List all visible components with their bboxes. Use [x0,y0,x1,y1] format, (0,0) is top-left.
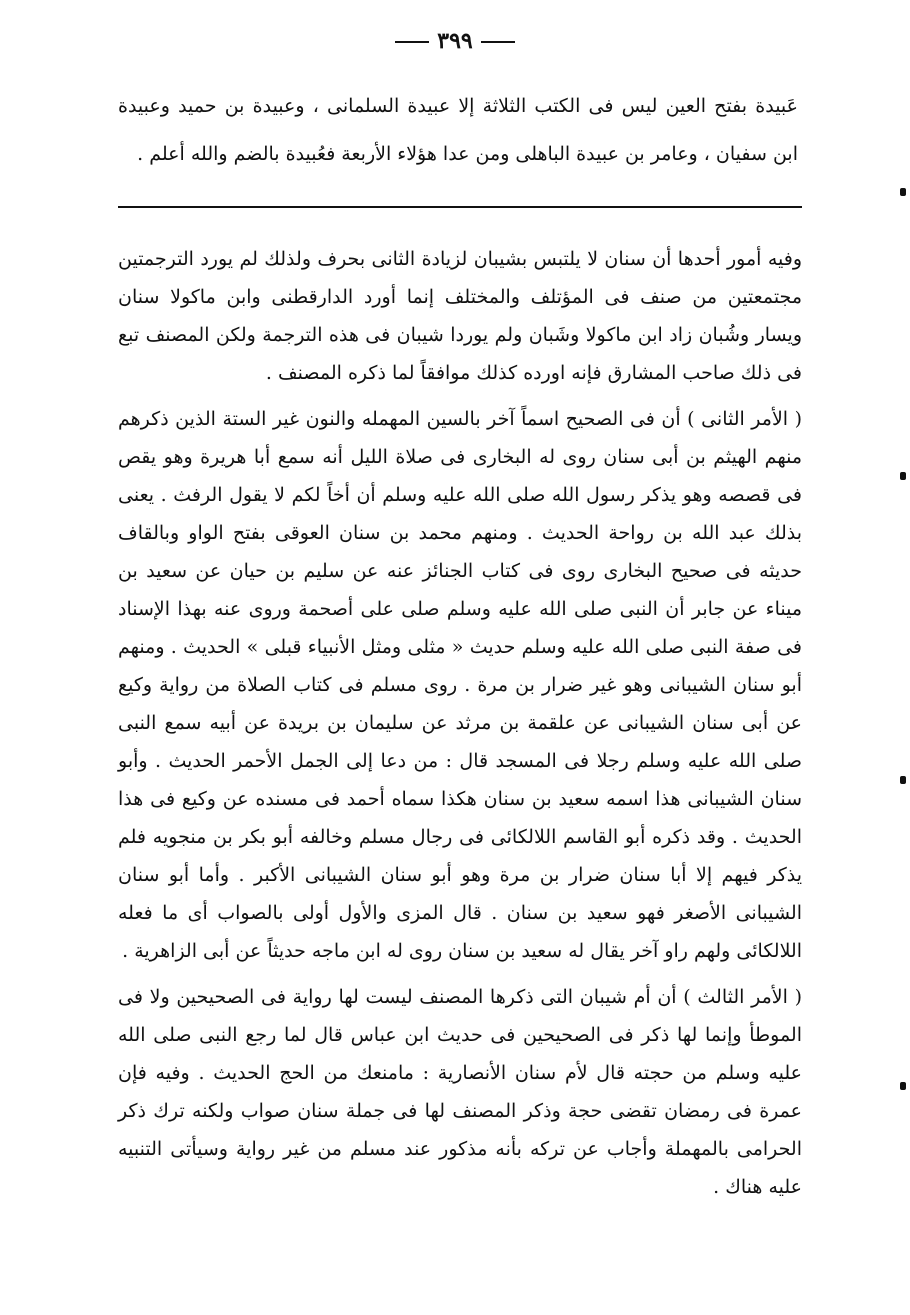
margin-mark [900,188,906,196]
footnote-text: عَبيدة بفتح العين ليس فى الكتب الثلاثة إلا عبيدة السلمانى ، وعبيدة بن حميد وعبيدة ابن سفيان ، وعامر بن عبيدة الباهلى ومن عدا هؤلاء الأربعة فعُبيدة بالضم والله أعلم . [118,95,798,165]
margin-mark [900,472,906,480]
page-number-text: ٣٩٩ [437,28,473,54]
paragraph-2: ( الأمر الثانى ) أن فى الصحيح اسماً آخر بالسين المهمله والنون غير الستة الذين ذكرهم منهم الهيثم بن أبى سنان روى له البخارى فى صلاة الليل أنه سمع أبا هريرة وهو يقص فى قصصه وهو يذكر رسول الله صلى الله عليه وسلم أن أخاً لكم لا يقول الرفث . يعنى بذلك عبد الله بن رواحة الحديث . ومنهم محمد بن سنان العوقى بفتح الواو وبالقاف حديثه فى صحيح البخارى روى فى كتاب الجنائز عنه عن سليم بن حيان عن سعيد بن ميناء عن جابر أن النبى صلى الله عليه وسلم صلى على أصحمة وروى عنه بهذا الإسناد فى صفة النبى صلى الله عليه وسلم حديث « مثلى ومثل الأنبياء قبلى » الحديث . ومنهم أبو سنان الشيبانى وهو غير ضرار بن مرة . روى مسلم فى كتاب الصلاة من رواية وكيع عن أبى سنان الشيبانى عن علقمة بن مرثد عن سليمان بن بريدة عن أبيه سمع النبى صلى الله عليه وسلم رجلا فى المسجد قال : من دعا إلى الجمل الأحمر الحديث . وأبو سنان الشيبانى هذا اسمه سعيد بن سنان هكذا سماه أحمد فى مسنده عن وكيع فى هذا الحديث . وقد ذكره أبو القاسم اللالكائى فى رجال مسلم وخالفه أبو بكر بن منجويه فلم يذكر فيهم إلا أبا سنان ضرار بن مرة وهو أبو سنان الشيبانى الأكبر . وأما أبو سنان الشيبانى الأصغر فهو سعيد بن سنان . قال المزى والأول أولى بالصواب أى ما فعله اللالكائى ولهم راو آخر يقال له سعيد بن سنان روى له ابن ماجه حديثاً عن أبى الزاهرية . [118,408,802,962]
page-number [0,28,910,54]
margin-mark [900,776,906,784]
paragraph-1: وفيه أمور أحدها أن سنان لا يلتبس بشيبان لزيادة الثانى بحرف ولذلك لم يورد الترجمتين مجتمعتين من صنف فى المؤتلف والمختلف إنما أورد الدارقطنى وابن ماكولا سنان ويسار وشُبان زاد ابن ماكولا وشَبان ولم يوردا شيبان فى هذه الترجمة ولكن المصنف تبع فى ذلك صاحب المشارق فإنه اورده كذلك موافقاً لما ذكره المصنف . [118,248,802,384]
paragraph-3: ( الأمر الثالث ) أن أم شيبان التى ذكرها المصنف ليست لها رواية فى الصحيحين ولا فى الموطأ وإنما لها ذكر فى الصحيحين فى حديث ابن عباس قال لما رجع النبى صلى الله عليه وسلم من حجته قال لأم سنان الأنصارية : مامنعك من الحج الحديث . وفيه فإن عمرة فى رمضان تقضى حجة وذكر المصنف لها فى جملة سنان صواب ولكنه ترك ذكر الحرامى بالمهملة وأجاب عن تركه بأنه مذكور عند مسلم من غير رواية وسيأتى التنبيه عليه هناك . [118,986,802,1198]
page-number-dash-right [481,41,515,43]
margin-mark [900,1082,906,1090]
main-text [118,240,802,1214]
section-divider [118,206,802,208]
page-number-dash-left [395,41,429,43]
